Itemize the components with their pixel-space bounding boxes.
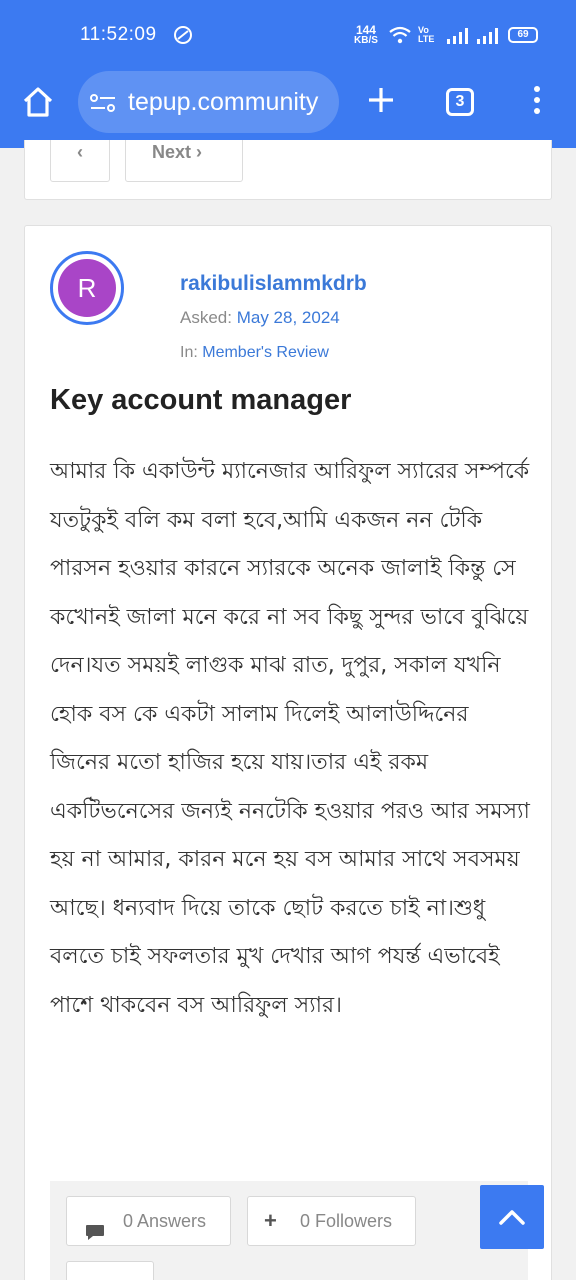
category-link[interactable]: Member's Review <box>202 344 329 361</box>
sync-icon <box>172 24 194 49</box>
volte-icon: Vo LTE <box>418 25 435 44</box>
new-tab-icon[interactable] <box>365 84 397 122</box>
category-label: In: <box>180 344 198 361</box>
browser-chrome <box>0 0 576 148</box>
asked-label: Asked: <box>180 308 232 327</box>
followers-count: 0 Followers <box>300 1211 393 1231</box>
comment-icon <box>85 1212 105 1260</box>
previous-button[interactable]: ‹ <box>50 140 110 182</box>
address-bar[interactable] <box>78 71 339 133</box>
network-speed <box>354 24 378 46</box>
home-icon[interactable] <box>20 84 56 120</box>
question-title: Key account manager <box>50 384 352 416</box>
network-speed-unit: KB/S <box>354 35 378 46</box>
status-time: 11:52:09 <box>80 24 157 45</box>
wifi-icon <box>388 26 412 47</box>
status-bar <box>0 0 576 70</box>
avatar-letter: R <box>58 259 116 317</box>
url-text: tepup.community <box>128 88 319 116</box>
signal-icon <box>446 28 470 47</box>
answers-button[interactable] <box>66 1196 231 1246</box>
follow-button[interactable] <box>247 1196 416 1246</box>
next-button[interactable]: Next › <box>125 140 243 182</box>
asked-line <box>180 308 340 328</box>
answers-count: 0 Answers <box>123 1211 207 1231</box>
question-body: আমার কি একাউন্ট ম্যানেজার আরিফুল স্যারের সম্পর্কে যতটুকুই বলি কম বলা হবে,আমি একজন নন টেকি পারসন হওয়ার কারনে স্যারকে অনেক জালাই কিন্তু সে কখোনই জালা মনে করে না সব কিছু সুন্দর ভাবে বুঝিয়ে দেন।যত সময়ই লাগুক মাঝ রাত, দুপুর, সকাল যখনি হোক বস কে একটা সালাম দিলেই আলাউদ্দিনের জিনের মতো হাজির হয়ে যায়।তার এই রকম একটিভনেসের জন্যই ননটেকি হওয়ার পরও আর সমস্যা হয় না আমার, কারন মনে হয় বস আমার সাথে সবসময় আছে। ধন্যবাদ দিয়ে তাকে ছোট করতে চাই না।শুধু বলতে চাই সফলতার মুখ দেখার আগ পযর্ন্ত এভাবেই পাশে থাকবেন বস আরিফুল স্যার। <box>50 459 530 1018</box>
author-link[interactable]: rakibulislammkdrb <box>180 272 367 295</box>
scroll-to-top-button[interactable] <box>480 1185 544 1249</box>
chevron-up-icon <box>480 1185 544 1249</box>
pagination-card <box>24 140 552 200</box>
category-line <box>180 344 329 362</box>
plus-icon: + <box>264 1208 277 1233</box>
signal-2-icon <box>476 28 500 47</box>
vote-button[interactable] <box>66 1261 154 1280</box>
network-speed-value: 144 <box>355 23 376 37</box>
more-menu-icon[interactable] <box>532 86 542 118</box>
battery-icon: 69 <box>508 27 538 43</box>
browser-toolbar <box>0 70 576 148</box>
question-card <box>24 225 552 1280</box>
question-actions <box>50 1181 528 1280</box>
avatar[interactable] <box>50 251 124 325</box>
asked-date-link[interactable]: May 28, 2024 <box>236 308 340 327</box>
site-settings-icon[interactable] <box>90 93 116 113</box>
tab-switcher-button[interactable]: 3 <box>446 88 474 116</box>
